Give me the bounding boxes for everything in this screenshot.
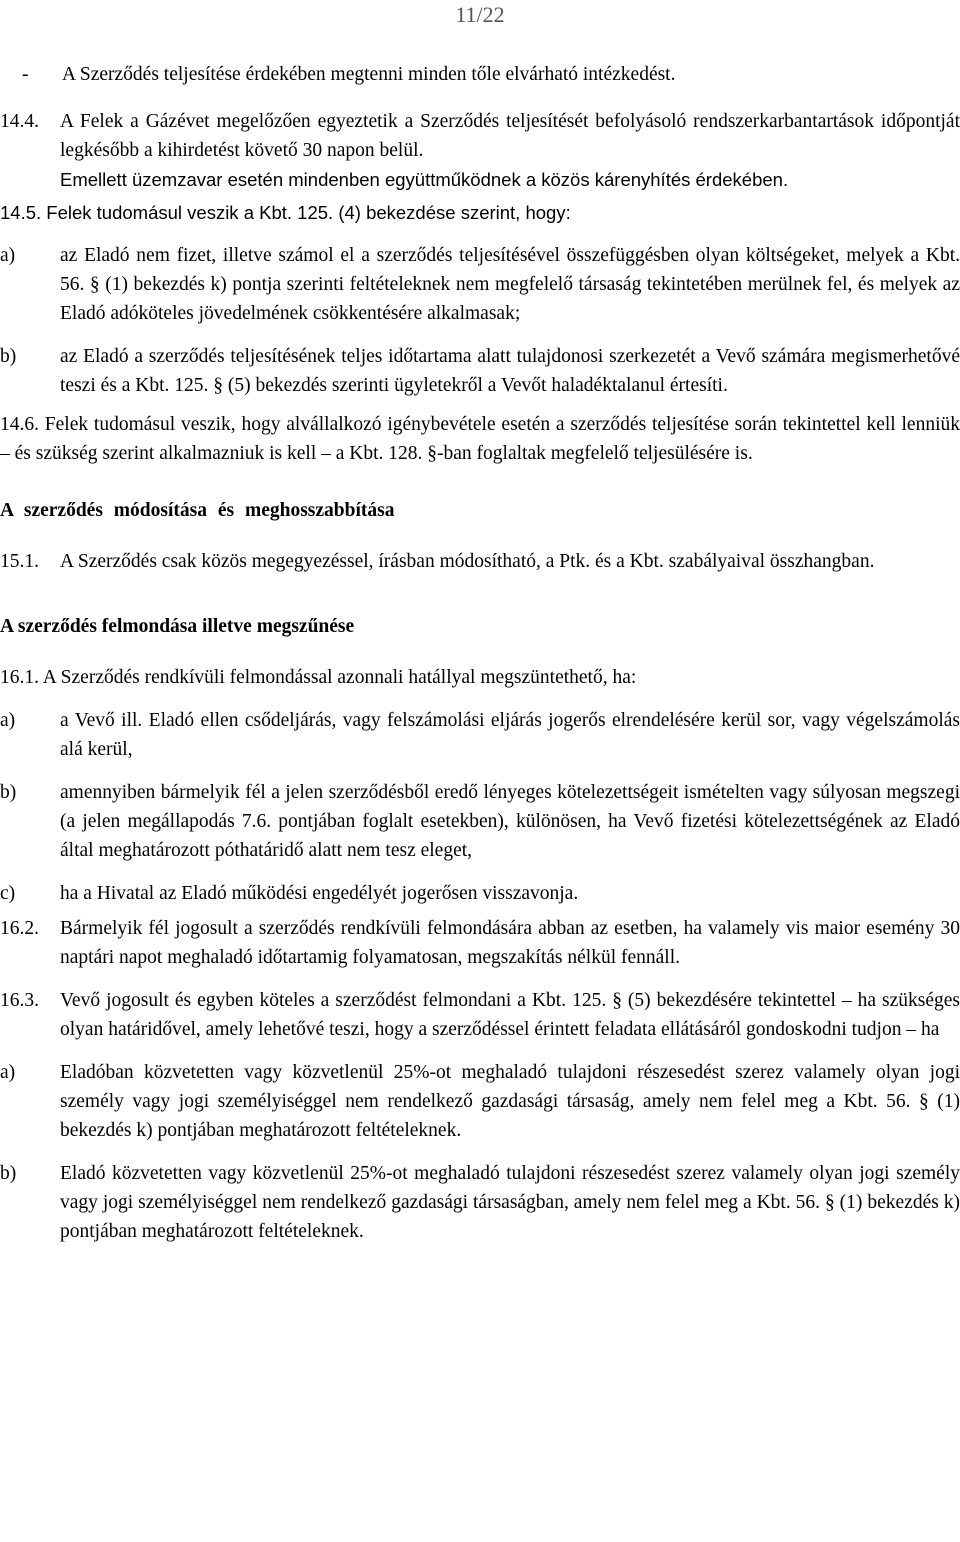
clause-14-5-text: 14.5. Felek tudomásul veszik a Kbt. 125. (4) bekezdése szerint, hogy: — [0, 202, 571, 223]
clause-16-3-text — [0, 986, 960, 1044]
clause-15-1-text — [0, 547, 960, 576]
list-label: b) — [0, 1163, 17, 1184]
list-text: amennyiben bármelyik fél a jelen szerződésből eredő lényeges kötelezettségeit ismételten vagy súlyosan megszegi (a jelen megállapodás 7.6. pontjában foglalt esetekben), különösen, ha Vevő fizetési kötelezettségének az Eladó által meghatározott póthatáridő alatt nem tesz eleget, — [60, 782, 960, 861]
list-item — [0, 241, 960, 328]
section-heading: A szerződés felmondása illetve megszűnése — [0, 616, 355, 637]
list-label: b) — [0, 782, 17, 803]
list-label: a) — [0, 245, 16, 266]
list-text: ha a Hivatal az Eladó működési engedélyét jogerősen visszavonja. — [60, 883, 579, 904]
clause-number: 16.3. — [0, 990, 39, 1011]
clause-14-6-text: 14.6. Felek tudomásul veszik, hogy alvállalkozó igénybevétele esetén a szerződés teljesítése során tekintettel kell lenniük – és szükség szerint alkalmazniuk is kell – a Kbt. 128. §-ban foglaltak megfelelő teljesülésére is. — [0, 414, 960, 464]
clause-text: A Felek a Gázévet megelőzően egyeztetik a Szerződés teljesítését befolyásoló rendszerkarbantartások időpontját legkésőbb a kihirdetést követő 30 napon belül. — [60, 111, 960, 161]
list-item — [0, 706, 960, 764]
document-body — [0, 60, 960, 1246]
list-label: a) — [0, 1062, 16, 1083]
clause-16-1-list — [0, 706, 960, 908]
clause-14-5-list — [0, 241, 960, 400]
clause-16-3-list — [0, 1058, 960, 1246]
list-label: a) — [0, 710, 16, 731]
list-text: az Eladó nem fizet, illetve számol el a szerződés teljesítésével összefüggésben olyan költségeket, melyek a Kbt. 56. § (1) bekezdés k) pontja szerinti feltételeknek nem megfelelő társaság tekintetében merülnek fel, és melyek az Eladó adóköteles jövedelmének csökkentésére alkalmasak; — [60, 245, 960, 324]
list-text: a Vevő ill. Eladó ellen csődeljárás, vagy felszámolási eljárás jogerős elrendelésére kerül sor, vagy végelszámolás alá kerül, — [60, 710, 960, 760]
list-label: b) — [0, 346, 17, 367]
clause-text: Bármelyik fél jogosult a szerződés rendkívüli felmondására abban az esetben, ha valamely vis maior esemény 30 naptári napot meghaladó időtartamig folyamatosan, megszakítás nélkül fennáll. — [60, 918, 960, 968]
list-item — [0, 1058, 960, 1145]
list-text: Eladó közvetetten vagy közvetlenül 25%-ot meghaladó tulajdoni részesedést szerez valamely olyan jogi személy vagy jogi személyiséggel nem rendelkező gazdasági társaságban, amely nem felel meg a Kbt. 56. § (1) bekezdés k) pontjában meghatározott feltételeknek. — [60, 1163, 960, 1242]
list-item — [0, 1159, 960, 1246]
list-item — [0, 342, 960, 400]
clause-14-4-text — [0, 107, 960, 165]
dash-item-text: A Szerződés teljesítése érdekében megtenni minden tőle elvárható intézkedést. — [62, 64, 676, 85]
dash-list-item — [0, 60, 960, 89]
list-item — [0, 778, 960, 865]
list-item — [0, 879, 960, 908]
clause-14-4-extra: Emellett üzemzavar esetén mindenben együttműködnek a közös kárenyhítés érdekében. — [60, 169, 789, 190]
clause-14-4 — [0, 107, 960, 194]
clause-number: 16.2. — [0, 918, 39, 939]
page-number: 11/22 — [455, 2, 505, 27]
clause-16-2-text — [0, 914, 960, 972]
list-text: Eladóban közvetetten vagy közvetlenül 25%-ot meghaladó tulajdoni részesedést szerez valamely olyan jogi személy vagy jogi személyiséggel nem rendelkező gazdasági társaság, amely nem felel meg a Kbt. 56. § (1) bekezdés k) pontjában meghatározott feltételeknek. — [60, 1062, 960, 1141]
clause-number: 14.4. — [0, 111, 39, 132]
clause-16-1-text: 16.1. A Szerződés rendkívüli felmondással azonnali hatállyal megszüntethető, ha: — [0, 667, 637, 688]
clause-number: 15.1. — [0, 551, 39, 572]
clause-text: A Szerződés csak közös megegyezéssel, írásban módosítható, a Ptk. és a Kbt. szabályaival összhangban. — [60, 551, 875, 572]
section-heading: A szerződés módosítása és meghosszabbítása — [0, 500, 395, 521]
dash-marker: - — [22, 64, 29, 85]
clause-text: Vevő jogosult és egyben köteles a szerződést felmondani a Kbt. 125. § (5) bekezdésére tekintettel – ha szükséges olyan határidővel, amely lehetővé teszi, hogy a szerződéssel érintett feladata ellátásáról gondoskodni tudjon – ha — [60, 990, 960, 1040]
list-label: c) — [0, 883, 16, 904]
list-text: az Eladó a szerződés teljesítésének teljes időtartama alatt tulajdonosi szerkezetét a Vevő számára megismerhetővé teszi és a Kbt. 125. § (5) bekezdés szerinti ügyletekről a Vevőt haladéktalanul értesíti. — [60, 346, 960, 396]
